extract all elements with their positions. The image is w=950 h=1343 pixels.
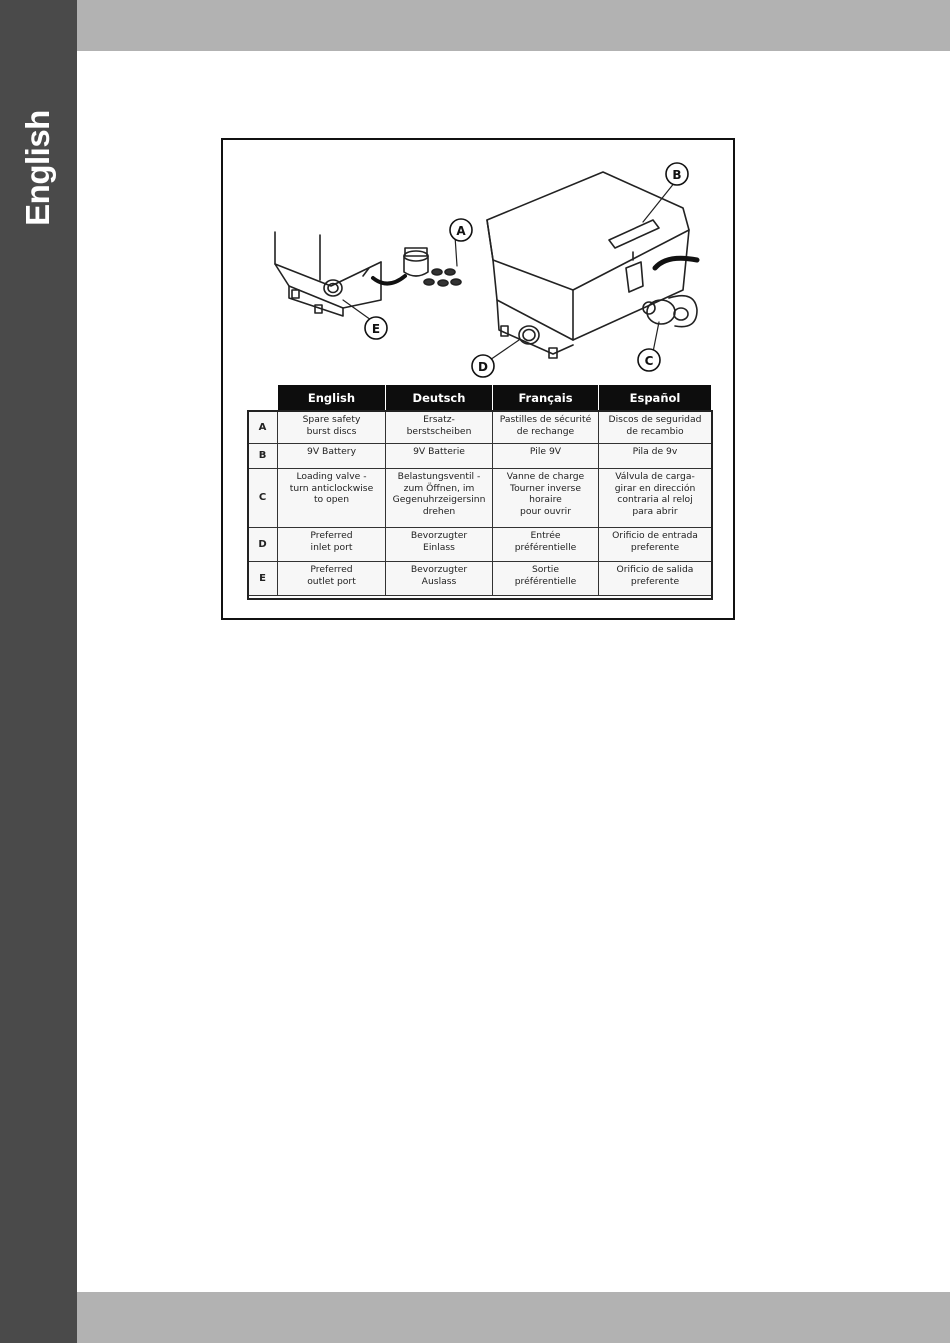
- row-key: E: [248, 562, 278, 596]
- cell-francais: Pile 9V: [493, 444, 599, 469]
- cell-deutsch: Bevorzugter Auslass: [386, 562, 493, 596]
- table-row: [248, 412, 712, 444]
- sidebar-language-label: English: [19, 110, 56, 226]
- burst-discs-drawing: [404, 248, 461, 286]
- curved-arrow-left: [373, 276, 405, 284]
- callout-a: A: [456, 224, 466, 238]
- cell-francais: Entrée préférentielle: [493, 528, 599, 562]
- cell-espanol: Discos de seguridad de recambio: [599, 412, 712, 444]
- cell-espanol: Pila de 9v: [599, 444, 712, 469]
- main-unit-drawing: [487, 172, 697, 358]
- cell-deutsch: 9V Batterie: [386, 444, 493, 469]
- outlet-unit-drawing: [275, 232, 381, 316]
- curved-arrow-right: [655, 258, 697, 268]
- cell-english: 9V Battery: [278, 444, 386, 469]
- table-row: [248, 469, 712, 528]
- cell-english: Loading valve - turn anticlockwise to open: [278, 469, 386, 528]
- sidebar: [0, 0, 77, 1343]
- header-espanol: Español: [599, 385, 712, 412]
- header-band: [77, 0, 950, 51]
- table-row: [248, 562, 712, 596]
- cell-english: Preferred inlet port: [278, 528, 386, 562]
- cell-espanol: Válvula de carga- girar en dirección contraria al reloj para abrir: [599, 469, 712, 528]
- cell-deutsch: Belastungsventil - zum Öffnen, im Gegenuhrzeigersinn drehen: [386, 469, 493, 528]
- cell-espanol: Orificio de salida preferente: [599, 562, 712, 596]
- cell-francais: Vanne de charge Tourner inverse horaire pour ouvrir: [493, 469, 599, 528]
- callout-e: E: [371, 322, 381, 336]
- cell-francais: Pastilles de sécurité de rechange: [493, 412, 599, 444]
- cell-espanol: Orificio de entrada preferente: [599, 528, 712, 562]
- cell-english: Spare safety burst discs: [278, 412, 386, 444]
- row-key: D: [248, 528, 278, 562]
- callout-c: C: [644, 354, 654, 368]
- parts-legend-table: [247, 384, 712, 596]
- product-figure: [221, 138, 735, 620]
- header-francais: Français: [493, 385, 599, 412]
- table-row: [248, 528, 712, 562]
- row-key: A: [248, 412, 278, 444]
- header-deutsch: Deutsch: [386, 385, 493, 412]
- footer-band: [77, 1292, 950, 1343]
- cell-francais: Sortie préférentielle: [493, 562, 599, 596]
- header-english: English: [278, 385, 386, 412]
- cell-english: Preferred outlet port: [278, 562, 386, 596]
- row-key: B: [248, 444, 278, 469]
- cell-deutsch: Ersatz- berstscheiben: [386, 412, 493, 444]
- product-illustration: [223, 140, 733, 380]
- table-row: [248, 444, 712, 469]
- row-key: C: [248, 469, 278, 528]
- callout-d: D: [478, 360, 488, 374]
- cell-deutsch: Bevorzugter Einlass: [386, 528, 493, 562]
- table-corner: [248, 385, 278, 412]
- callout-b: B: [672, 168, 682, 182]
